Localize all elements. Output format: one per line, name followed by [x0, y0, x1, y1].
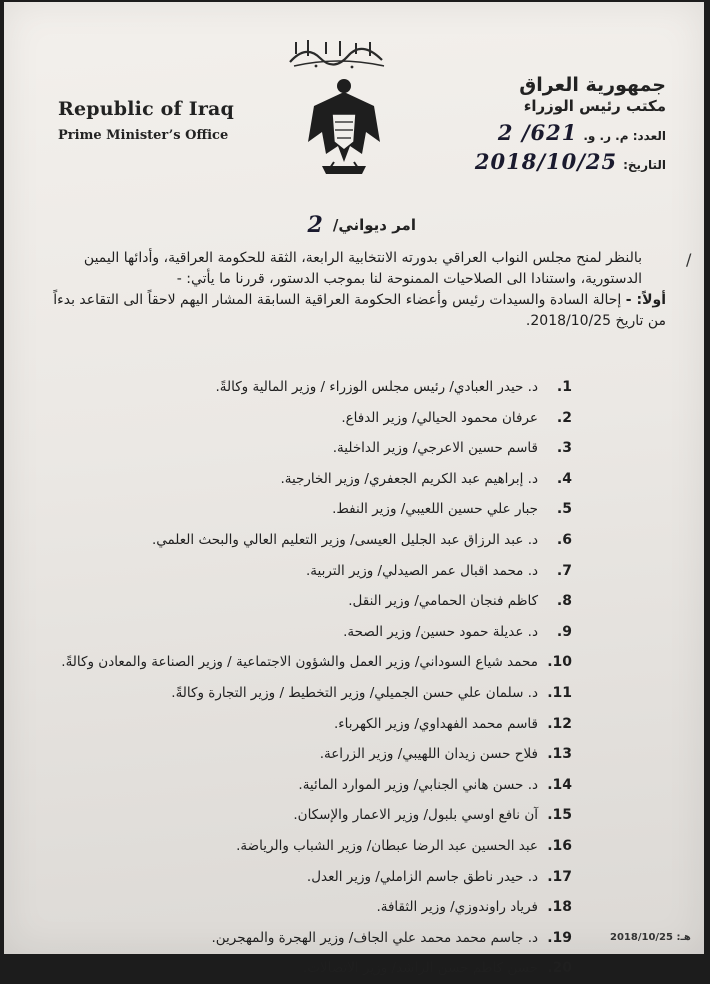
list-item-number: 14.	[547, 776, 572, 793]
list-item-number: 16.	[547, 837, 572, 854]
list-item-number: 5.	[556, 501, 572, 518]
list-item	[44, 464, 572, 495]
list-item	[44, 678, 572, 709]
list-item	[44, 433, 572, 464]
list-item-text: د. إبراهيم عبد الكريم الجعفري/ وزير الخارجية.	[280, 470, 538, 487]
list-item	[44, 556, 572, 587]
list-item	[44, 372, 572, 403]
list-item	[44, 923, 572, 954]
list-item	[44, 709, 572, 740]
list-item-number: 18.	[547, 899, 572, 916]
list-item	[44, 647, 572, 678]
list-item-text: آن نافع اوسي بلبول/ وزير الاعمار والإسكان.	[293, 807, 538, 824]
list-item	[44, 953, 572, 984]
list-item-text: كاظم فنجان الحمامي/ وزير النقل.	[348, 593, 538, 610]
decree-body	[44, 248, 666, 332]
letterhead-office-ar: مكتب رئيس الوزراء	[523, 97, 666, 115]
list-item-text: د. عديلة حمود حسين/ وزير الصحة.	[343, 623, 538, 640]
list-item-text: محمد شياع السوداني/ وزير العمل والشؤون الاجتماعية / وزير الصناعة والمعادن وكالةً.	[61, 654, 538, 671]
basmala-calligraphy-icon	[286, 36, 390, 70]
list-item-text: عرفان محمود الحيالي/ وزير الدفاع.	[341, 409, 538, 426]
list-item	[44, 494, 572, 525]
date-row	[475, 149, 666, 174]
reference-number-row	[475, 120, 666, 145]
list-item-number: 7.	[556, 562, 572, 579]
list-item	[44, 892, 572, 923]
arabic-letterhead	[475, 74, 666, 174]
list-item-number: 13.	[547, 746, 572, 763]
list-item	[44, 800, 572, 831]
decree-title: امر ديواني/	[332, 216, 416, 234]
list-item-text: فلاح حسن زيدان اللهيبي/ وزير الزراعة.	[319, 746, 538, 763]
list-item-number: 2.	[556, 409, 572, 426]
letterhead-country-ar: جمهورية العراق	[519, 74, 666, 96]
list-item-text: عبد الحسين عبد الرضا عبطان/ وزير الشباب والرياضة.	[236, 837, 538, 854]
list-item-number: 10.	[547, 654, 572, 671]
date-value: 2018/10/25	[474, 149, 618, 174]
reference-number-label: العدد: م. ر. و.	[583, 129, 666, 143]
list-item-number: 9.	[556, 623, 572, 640]
article-one-paragraph	[44, 290, 666, 332]
list-item-text: د. محمد اقبال عمر الصيدلي/ وزير التربية.	[305, 562, 538, 579]
article-one-text: إحالة السادة والسيدات رئيس وأعضاء الحكومة العراقية السابقة المشار اليهم لاحقاً الى التقاعد بدءاً من تاريخ 2018/10/25.	[53, 292, 666, 329]
date-label: التاريخ:	[623, 158, 666, 172]
decree-number: 2	[307, 212, 323, 238]
reference-number-value: 2 /621	[497, 120, 578, 145]
list-item-text: جبار علي حسين اللعيبي/ وزير النفط.	[332, 501, 538, 518]
list-item-text: حسن كاظم حسن الراشد/ وزير الاتصالات.	[302, 960, 538, 977]
list-item	[44, 403, 572, 434]
eagle-emblem-icon	[304, 72, 384, 184]
list-item-text: د. حسن هاني الجنابي/ وزير الموارد المائية.	[298, 776, 538, 793]
english-letterhead	[58, 98, 234, 143]
list-item-text: د. حيدر ناطق جاسم الزاملي/ وزير العدل.	[306, 868, 538, 885]
margin-mark: /	[686, 250, 692, 269]
list-item	[44, 831, 572, 862]
list-item-number: 17.	[547, 868, 572, 885]
list-item-text: د. حيدر العبادي/ رئيس مجلس الوزراء / وزير المالية وكالةً.	[215, 379, 538, 395]
list-item	[44, 617, 572, 648]
list-item-text: د. عبد الرزاق عبد الجليل العيسى/ وزير التعليم العالي والبحث العلمي.	[151, 531, 538, 548]
list-item-number: 1.	[556, 379, 572, 395]
list-item-number: 6.	[556, 531, 572, 548]
list-item-number: 19.	[547, 929, 572, 946]
decree-heading	[308, 212, 416, 238]
list-item-number: 4.	[556, 470, 572, 487]
list-item-text: قاسم حسين الاعرجي/ وزير الداخلية.	[332, 440, 538, 457]
list-item-text: د. جاسم محمد محمد علي الجاف/ وزير الهجرة والمهجرين.	[211, 929, 538, 946]
list-item-number: 15.	[547, 807, 572, 824]
list-item	[44, 739, 572, 770]
list-item-number: 8.	[556, 593, 572, 610]
list-item	[44, 862, 572, 893]
list-item	[44, 586, 572, 617]
letterhead-office: Prime Minister’s Office	[58, 128, 229, 143]
list-item	[44, 525, 572, 556]
document-page	[4, 2, 704, 977]
list-item-text: د. سلمان علي حسن الجميلي/ وزير التخطيط / وزير التجارة وكالةً.	[171, 684, 538, 701]
list-item-text: قاسم محمد الفهداوي/ وزير الكهرباء.	[334, 715, 538, 732]
retired-ministers-list	[44, 372, 572, 984]
list-item-text: فرياد راوندوزي/ وزير الثقافة.	[376, 899, 538, 916]
list-item-number: 11.	[547, 684, 572, 701]
list-item	[44, 770, 572, 801]
preamble-paragraph: بالنظر لمنح مجلس النواب العراقي بدورته الانتخابية الرابعة، الثقة للحكومة العراقية، وأدائها اليمين الدستورية، واستنادا الى الصلاحيات الممنوحة لنا بموجب الدستور، قررنا ما يأتي: -	[83, 250, 642, 287]
letterhead-country: Republic of Iraq	[58, 98, 235, 120]
list-item-number: 20.	[547, 960, 572, 977]
list-item-number: 12.	[547, 715, 572, 732]
article-one-label: أولاً: -	[625, 292, 666, 308]
footer-date: 2018/10/25 :هـ	[610, 932, 691, 943]
list-item-number: 3.	[556, 440, 572, 457]
